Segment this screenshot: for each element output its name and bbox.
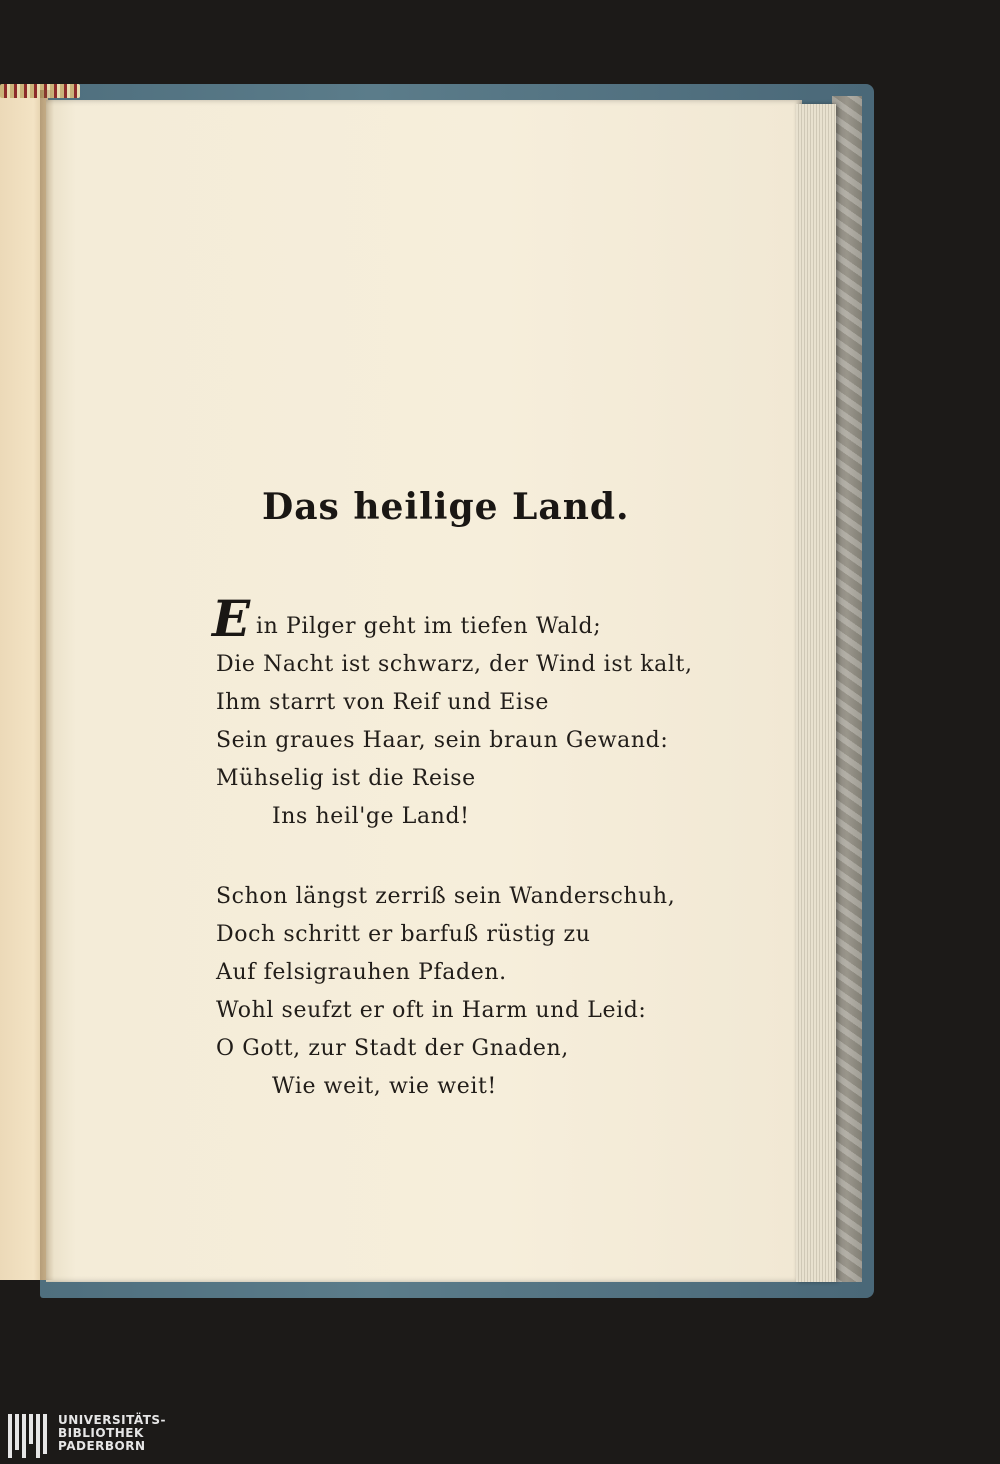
poem-title: Das heilige Land. (262, 486, 630, 528)
decorative-endpaper (832, 96, 862, 1282)
poem-line: in Pilger geht im tiefen Wald; (256, 614, 602, 639)
poem-line: Auf felsigrauhen Pfaden. (216, 960, 507, 985)
book-gutter-shadow (40, 90, 54, 1280)
library-logo-text (58, 1414, 166, 1453)
poem-line: Mühselig ist die Reise (216, 766, 476, 791)
poem-line: Schon längst zerriß sein Wanderschuh, (216, 884, 676, 909)
poem-line: Wohl seufzt er oft in Harm und Leid: (216, 998, 647, 1023)
poem-line: Doch schritt er barfuß rüstig zu (216, 922, 591, 947)
drop-cap: E (212, 589, 251, 648)
poem-line: O Gott, zur Stadt der Gnaden, (216, 1036, 569, 1061)
page-edges (796, 104, 836, 1282)
logo-line: UNIVERSITÄTS- (58, 1413, 167, 1427)
poem-line: Sein graues Haar, sein braun Gewand: (216, 728, 669, 753)
poem-line: Ihm starrt von Reif und Eise (216, 690, 550, 715)
library-logo-icon (8, 1414, 52, 1458)
poem-line: Wie weit, wie weit! (272, 1074, 497, 1099)
poem-line: Die Nacht ist schwarz, der Wind ist kalt, (216, 652, 693, 677)
logo-line: PADERBORN (58, 1439, 146, 1453)
logo-line: BIBLIOTHEK (58, 1426, 144, 1440)
poem-line: Ins heil'ge Land! (272, 804, 470, 829)
